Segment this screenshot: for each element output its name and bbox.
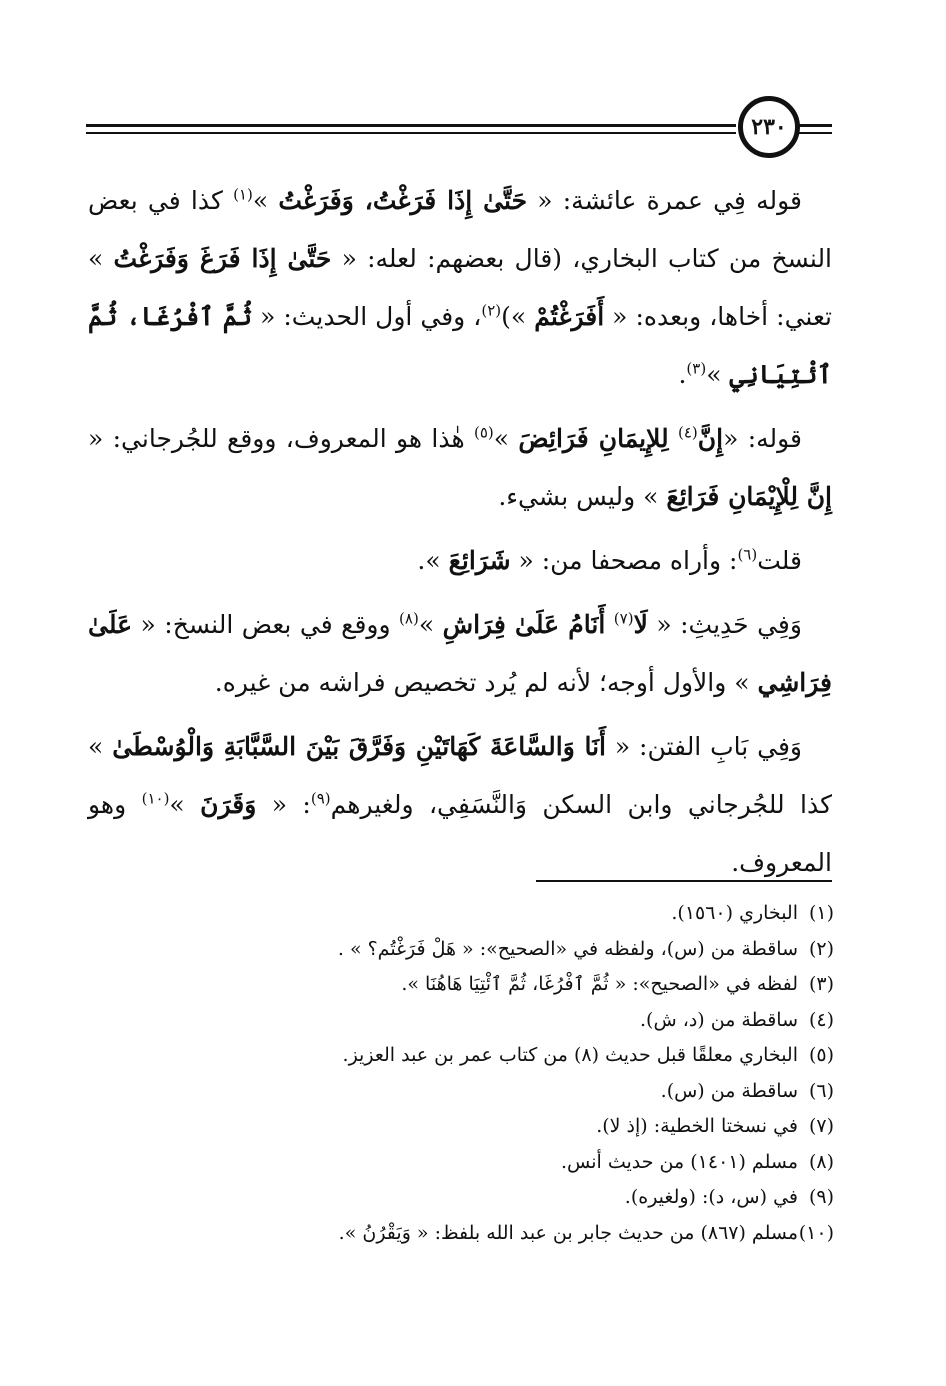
text-run: » تعني: أخاها، وبعده: « [88,244,832,331]
text-run: » [706,360,730,389]
text-run: » [252,186,279,215]
footnote [100,967,834,1003]
hadith-quote: حَتَّىٰ إِذَا فَرَغَ وَفَرَغْتُ [113,244,332,273]
text-run [669,424,678,453]
paragraph [88,532,832,590]
footnote-ref: (٢) [481,301,502,320]
text-run: كذا في بعض النسخ من كتاب البخاري، (قال بعضهم: لعله: « [88,186,833,273]
footnote-number: (٧) [808,1115,834,1137]
footnote-ref: (٣) [686,359,707,378]
footnote-separator [536,880,832,882]
hadith-quote: أَفَرَغْتُمْ [534,302,605,331]
footnote [100,1109,834,1145]
hadith-quote: أَنَامُ عَلَىٰ فِرَاشِ [442,610,606,639]
footnote-ref: (١٠) [141,789,170,808]
text-run [605,610,613,639]
footnote-number: (٦) [808,1079,834,1102]
hadith-quote: ثُمَّ ٱفْرُغَا، ثُمَّ ٱئْتِيَانِي [88,302,832,389]
footnote [100,1003,834,1039]
text-run: قلت [757,546,802,575]
text-run: » والأول أوجه؛ لأنه لم يُرد تخصيص فراشه من غيره. [214,668,758,697]
hadith-quote: إِنَّ [697,424,724,453]
footnote-number: (١٠) [798,1221,834,1244]
paragraph [88,718,832,892]
footnote-text: في نسختا الخطية: (إذ لا). [596,1115,798,1137]
paragraph [88,410,832,526]
hadith-quote: أَنَا وَالسَّاعَةَ كَهَاتَيْنِ وَفَرَّقَ بَيْنَ السَّبَّابَةِ وَالْوُسْطَىٰ [112,732,606,761]
footnote-ref: (٦) [737,545,758,564]
text-run: ») [501,302,535,331]
text-run: » وليس بشيء. [498,482,667,511]
text-run: : وأراه مصحفا من: « [510,546,738,575]
footnote-text: ساقطة من (س)، ولفظه في «الصحيح»: « هَلْ فَرَغْتُم؟ » . [337,937,798,960]
footnote [100,1145,834,1181]
footnote [100,1038,834,1074]
footnote-text: ساقطة من (س). [660,1079,798,1102]
text-run: : « [256,790,311,819]
footnote [100,1180,834,1216]
footnote-number: (٩) [808,1186,834,1208]
footnote-text: في (س، د): (ولغيره). [624,1186,798,1208]
text-run: وَفِي بَابِ الفتن: « [605,732,802,761]
footnote-text: البخاري (١٥٦٠). [671,902,798,924]
hadith-quote: حَتَّىٰ إِذَا فَرَغْتُ، وَفَرَغْتُ [278,186,528,215]
footnote-number: (٢) [808,937,834,960]
text-run: قوله: « [723,424,802,453]
footnote [100,932,834,968]
text-run: وَفِي حَدِيثِ: « [647,610,802,639]
footnote-text: مسلم (١٤٠١) من حديث أنس. [560,1150,798,1173]
page-header [86,96,832,162]
hadith-quote: إِنَّ لِلْإِيْمَانِ فَرَائِعَ [666,482,832,511]
footnote-ref: (٤) [677,423,698,442]
paragraph [88,172,832,404]
page-number: ٢٣٠ [738,96,800,158]
hadith-quote: لِلإِيمَانِ فَرَائِضَ [518,424,669,453]
header-rule [86,124,736,127]
text-run: ». [417,546,449,575]
text-run: » [418,610,443,639]
footnotes [100,896,834,1251]
footnote-ref: (٩) [310,789,331,808]
footnote-ref: (٨) [399,609,419,628]
text-run: وهو المعروف. [88,790,832,877]
footnote-number: (٨) [808,1150,834,1173]
text-run: ، وفي أول الحديث: « [252,302,482,331]
footnote-ref: (٥) [473,423,494,442]
text-run: . [678,360,687,389]
footnote-text: لفظه في «الصحيح»: « ثُمَّ ٱفْرُغَا، ثُمَّ ٱئْتِيَا هَاهُنَا ». [401,973,798,995]
hadith-quote: وَقَرَنَ [200,790,257,819]
footnote-number: (٥) [808,1044,834,1066]
main-text [88,172,832,898]
text-run: قوله فِي عمرة عائشة: « [527,186,802,215]
footnote-number: (١) [808,902,834,924]
text-run: هٰذا هو المعروف، ووقع للجُرجاني: « [88,424,474,453]
footnote [100,896,834,932]
footnote [100,1074,834,1110]
footnote-text: ساقطة من (د، ش). [640,1008,798,1031]
text-run: ووقع في بعض النسخ: « [132,610,400,639]
footnote-ref: (١) [233,185,253,204]
hadith-quote: لَا [633,610,648,639]
hadith-quote: عَلَىٰ فِرَاشِي [88,610,832,697]
paragraph [88,596,832,712]
footnote [100,1216,834,1252]
header-rule [86,132,736,134]
footnote-text: البخاري معلقًا قبل حديث (٨) من كتاب عمر بن عبد العزيز. [342,1044,798,1066]
text-run: » كذا للجُرجاني وابن السكن وَالنَّسَفِي، ولغيرهم [88,732,832,819]
footnote-text: مسلم (٨٦٧) من حديث جابر بن عبد الله بلفظ: « وَيَقْرُنُ ». [338,1221,798,1244]
footnote-number: (٤) [808,1008,834,1031]
text-run: » [493,424,519,453]
footnote-number: (٣) [808,973,834,995]
text-run: » [169,790,201,819]
hadith-quote: شَرَائِعَ [448,546,511,575]
footnote-ref: (٧) [613,609,634,628]
